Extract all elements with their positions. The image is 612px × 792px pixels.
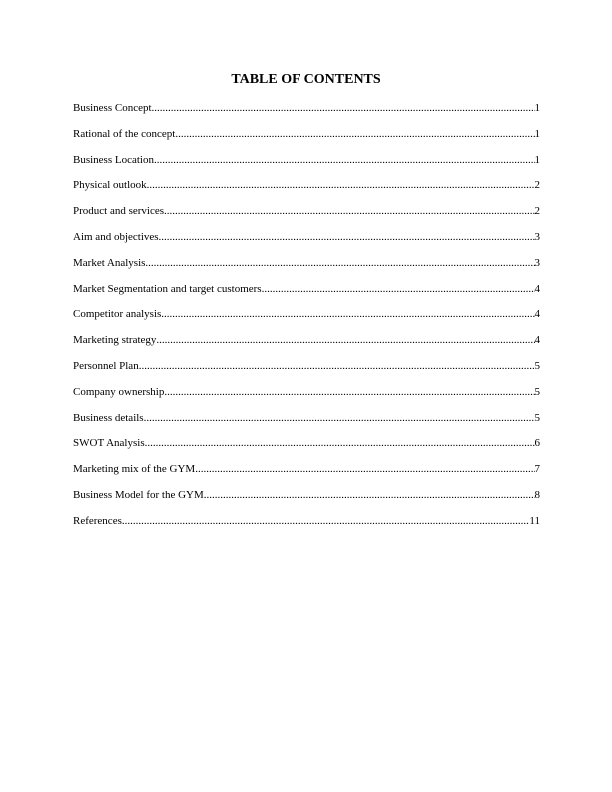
toc-leader xyxy=(156,333,534,347)
toc-leader xyxy=(145,256,534,270)
toc-entry-text: Business Concept xyxy=(73,102,152,114)
toc-entry-text: Physical outlook xyxy=(73,179,147,192)
toc-leader xyxy=(144,411,535,425)
toc-entry-text: SWOT Analysis xyxy=(73,437,145,450)
toc-entry-text: Product and services xyxy=(73,205,165,218)
toc-entry[interactable] xyxy=(73,153,540,179)
toc-entry[interactable] xyxy=(73,462,540,488)
toc-entry-page: 2 xyxy=(534,205,540,218)
toc-entry-page: 1 xyxy=(534,127,540,140)
toc-leader xyxy=(164,385,534,399)
toc-entry-text: Business details xyxy=(73,411,144,424)
toc-entry[interactable] xyxy=(73,359,540,385)
toc-entry-page: 4 xyxy=(534,334,540,347)
toc-leader xyxy=(204,488,535,502)
toc-entry-page: 6 xyxy=(534,437,540,450)
toc-entry[interactable] xyxy=(73,101,540,127)
toc-entry-page: 4 xyxy=(534,282,540,295)
toc-entry[interactable] xyxy=(73,514,540,540)
toc-entry[interactable] xyxy=(73,204,540,230)
toc-entry-text: Aim and objectives xyxy=(73,230,159,243)
toc-leader xyxy=(147,178,535,192)
toc-entry[interactable] xyxy=(73,333,540,359)
toc-list xyxy=(73,101,540,540)
toc-leader xyxy=(139,359,535,373)
toc-leader xyxy=(152,101,535,115)
toc-entry-text: Company ownership xyxy=(73,385,165,398)
toc-entry-page: 5 xyxy=(534,411,540,424)
toc-entry-page: 5 xyxy=(534,385,540,398)
toc-entry-page: 8 xyxy=(534,488,540,501)
toc-entry[interactable] xyxy=(73,282,540,308)
toc-leader xyxy=(164,204,534,218)
toc-entry-text: Marketing strategy xyxy=(73,334,157,347)
toc-entry[interactable] xyxy=(73,178,540,204)
toc-leader xyxy=(159,230,535,244)
toc-leader xyxy=(195,462,534,476)
toc-entry-text: Rational of the concept xyxy=(73,127,176,140)
toc-entry-page: 2 xyxy=(534,179,540,192)
toc-entry-text: Business Location xyxy=(73,153,154,166)
toc-entry-page: 7 xyxy=(534,463,540,476)
toc-leader xyxy=(122,514,530,528)
toc-entry-page: 3 xyxy=(534,230,540,243)
toc-entry-page: 3 xyxy=(534,256,540,269)
toc-title: TABLE OF CONTENTS xyxy=(231,72,381,87)
toc-entry-text: References xyxy=(73,514,122,527)
toc-entry-text: Business Model for the GYM xyxy=(73,488,204,501)
toc-leader xyxy=(262,282,535,296)
toc-entry[interactable] xyxy=(73,230,540,256)
toc-entry[interactable] xyxy=(73,385,540,411)
toc-entry[interactable] xyxy=(73,307,540,333)
toc-entry-text: Marketing mix of the GYM xyxy=(73,463,196,476)
toc-entry[interactable] xyxy=(73,488,540,514)
toc-entry-text: Market Segmentation and target customers xyxy=(73,282,262,295)
toc-leader xyxy=(154,153,535,167)
toc-entry-text: Market Analysis xyxy=(73,256,146,269)
toc-entry[interactable] xyxy=(73,127,540,153)
toc-entry[interactable] xyxy=(73,436,540,462)
toc-leader xyxy=(145,436,535,450)
toc-entry-text: Competitor analysis xyxy=(73,308,162,321)
toc-entry-page: 11 xyxy=(529,514,540,527)
toc-entry[interactable] xyxy=(73,411,540,437)
toc-entry-page: 1 xyxy=(534,153,540,166)
toc-leader xyxy=(175,127,534,141)
toc-entry-page: 1 xyxy=(534,102,540,114)
toc-leader xyxy=(161,307,534,321)
toc-entry[interactable] xyxy=(73,256,540,282)
toc-entry-page: 5 xyxy=(534,359,540,372)
toc-entry-text: Personnel Plan xyxy=(73,359,139,372)
toc-entry-page: 4 xyxy=(534,308,540,321)
